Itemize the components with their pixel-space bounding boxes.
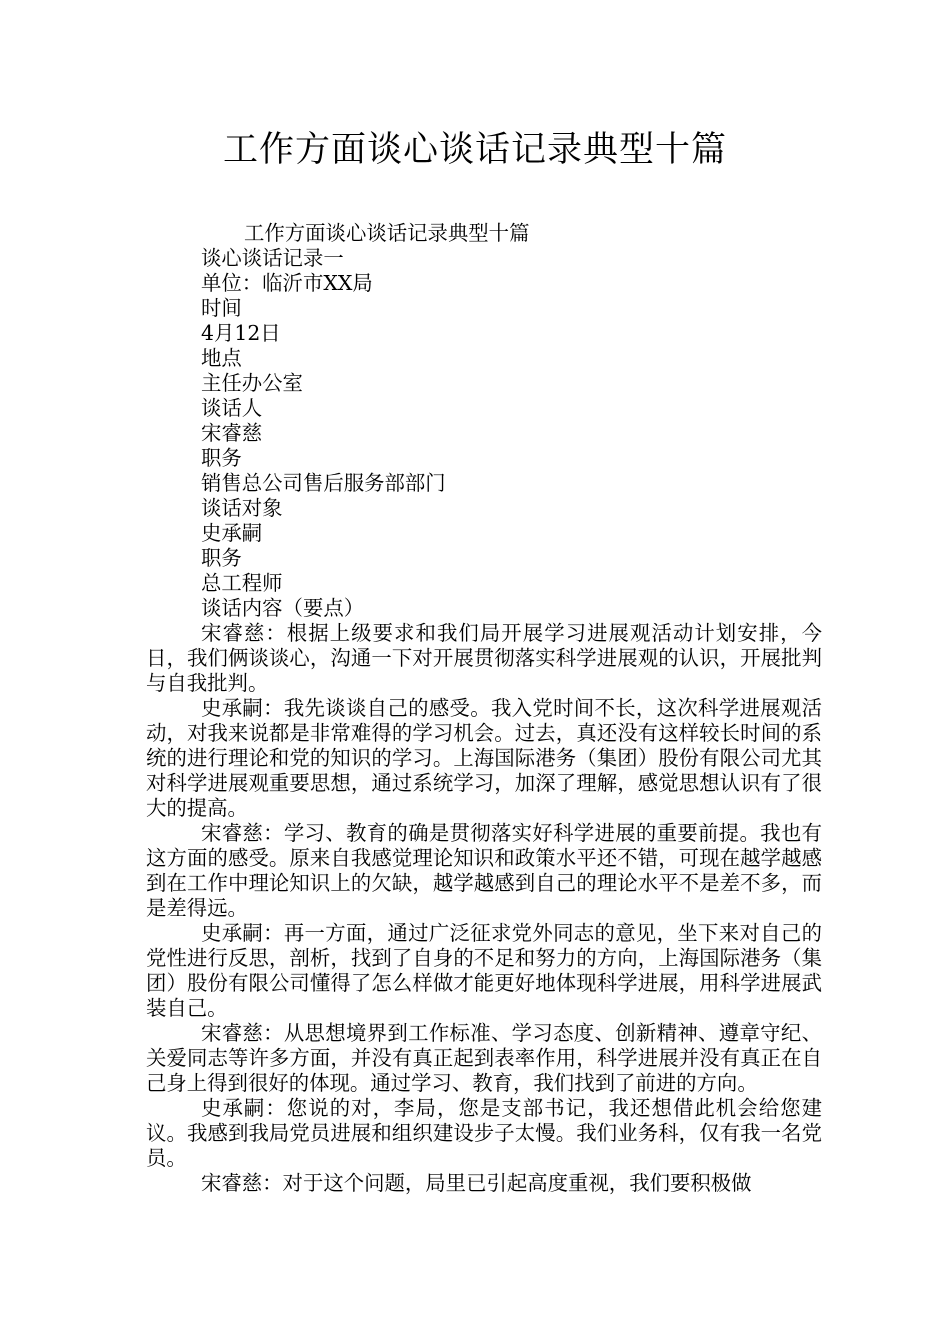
dialogue-paragraph: 史承嗣：您说的对，李局，您是支部书记，我还想借此机会给您建议。我感到我局党员进展和组织建设步子太慢。我们业务科，仅有我一名党员。 [146,1096,822,1170]
field-interviewee-position-label: 职务 [201,546,242,570]
field-content-label: 谈话内容（要点） [201,596,365,620]
field-speaker-label: 谈话人 [201,396,263,420]
section-heading: 谈心谈话记录一 [201,246,344,270]
field-interviewee-position-value: 总工程师 [201,571,283,595]
field-unit: 单位：临沂市XX局 [201,271,373,295]
field-time-label: 时间 [201,296,242,320]
field-interviewee-label: 谈话对象 [201,496,283,520]
document-subtitle: 工作方面谈心谈话记录典型十篇 [244,221,530,245]
dialogue-paragraph: 宋睿慈：对于这个问题，局里已引起高度重视，我们要积极做 [201,1171,752,1195]
dialogue-paragraph: 宋睿慈：学习、教育的确是贯彻落实好科学进展的重要前提。我也有这方面的感受。原来自我感觉理论知识和政策水平还不错，可现在越学越感到在工作中理论知识上的欠缺，越学越感到自己的理论水平不是差不多，而是差得远。 [146,821,822,920]
document-title: 工作方面谈心谈话记录典型十篇 [222,130,727,170]
dialogue-paragraph: 宋睿慈：从思想境界到工作标准、学习态度、创新精神、遵章守纪、关爱同志等许多方面，并没有真正起到表率作用，科学进展并没有真正在自己身上得到很好的体现。通过学习、教育，我们找到了前进的方向。 [146,1021,822,1095]
field-location-label: 地点 [201,346,242,370]
field-interviewee-value: 史承嗣 [201,521,263,545]
field-speaker-position-label: 职务 [201,446,242,470]
field-location-value: 主任办公室 [201,371,303,395]
dialogue-paragraph: 史承嗣：我先谈谈自己的感受。我入党时间不长，这次科学进展观活动，对我来说都是非常难得的学习机会。过去，真还没有这样较长时间的系统的进行理论和党的知识的学习。上海国际港务（集团）股份有限公司尤其对科学进展观重要思想，通过系统学习，加深了理解，感觉思想认识有了很大的提高。 [146,696,822,820]
field-speaker-value: 宋睿慈 [201,421,263,445]
field-time-value: 4月12日 [201,321,281,345]
document-body [146,221,822,1196]
dialogue-paragraph: 史承嗣：再一方面，通过广泛征求党外同志的意见，坐下来对自己的党性进行反思，剖析，找到了自身的不足和努力的方向，上海国际港务（集团）股份有限公司懂得了怎么样做才能更好地体现科学进展，用科学进展武装自己。 [146,921,822,1020]
field-speaker-position-value: 销售总公司售后服务部部门 [201,471,446,495]
dialogue-paragraph: 宋睿慈：根据上级要求和我们局开展学习进展观活动计划安排，今日，我们俩谈谈心，沟通一下对开展贯彻落实科学进展观的认识，开展批判与自我批判。 [146,621,822,695]
